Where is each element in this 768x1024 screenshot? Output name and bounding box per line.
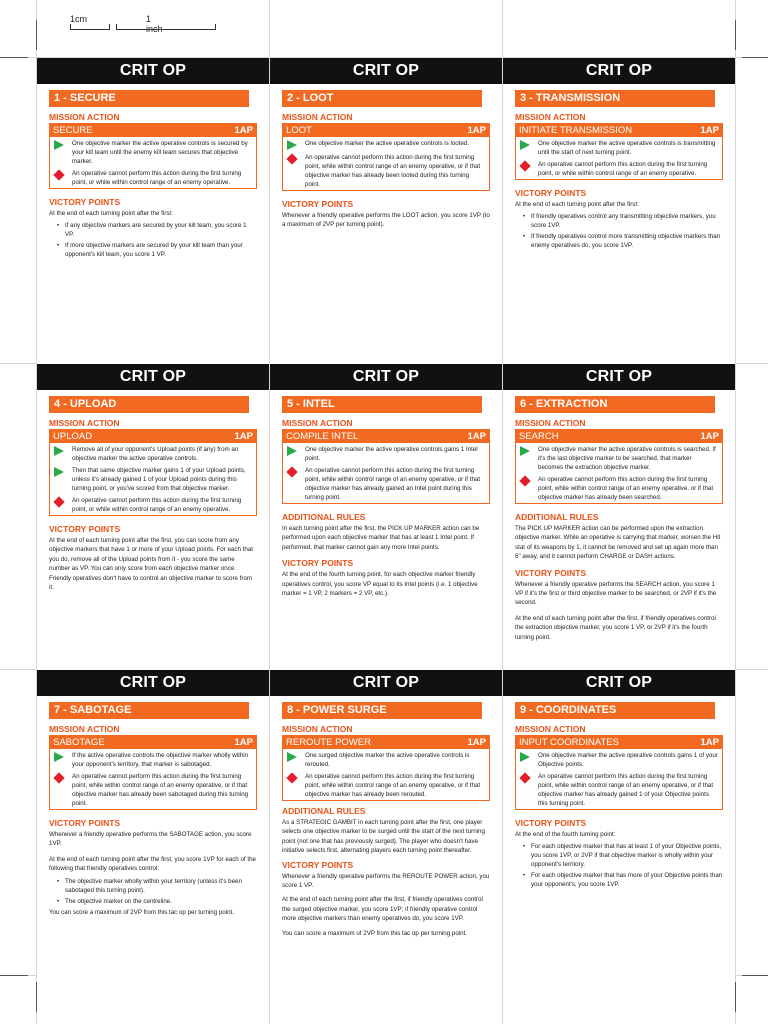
card-upload [37,364,269,670]
action-box [49,429,257,516]
action-box [515,429,723,504]
action-effect [283,443,489,464]
action-name: UPLOAD [53,431,93,442]
crop-mark [735,20,736,50]
restriction-text: An operative cannot perform this action during the first turning point, while within control range of an enemy operative, or if that objective marker has already been looted during this turning point. [305,154,481,188]
action-name: INITIATE TRANSMISSION [519,125,633,136]
card-title: 5 - INTEL [282,396,482,413]
action-title [50,430,256,443]
action-box [515,123,723,180]
crop-mark [742,975,768,976]
red-diamond-icon [520,161,532,171]
restriction-text: An operative cannot perform this action during the first turning point, or while within control range of an enemy operative. [538,161,708,177]
action-effect [50,749,256,770]
mission-action-label: MISSION ACTION [282,724,353,734]
vp-text: Whenever a friendly operative performs the LOOT action, you score 1VP (to a maximum of 2VP per turning point). [282,212,490,229]
cm-label: 1cm [70,14,88,24]
action-restriction [516,770,722,809]
vp-list [515,842,723,889]
effect-text: If the active operative controls the objective marker wholly within your opponent's territory, that marker is sabotaged. [72,752,249,768]
vp-text: At the end of each turning point after the first, if friendly operatives control the surged objective marker, you score 1VP; if friendly operative control more objective markers than enemy operatives do, you score 1VP. [282,896,483,923]
card-header: CRIT OP [37,670,269,696]
card-header: CRIT OP [270,58,502,84]
card-coordinates [503,670,735,976]
green-triangle-icon [54,446,66,456]
action-effect [516,137,722,158]
red-diamond-icon [287,154,299,164]
list-item: • The objective marker on the centreline. [57,897,257,906]
action-restriction [50,494,256,515]
action-effect [516,749,722,770]
list-item: • If friendly operatives control any transmitting objective markers, you score 1VP. [523,212,723,230]
red-diamond-icon [520,773,532,783]
card-title: 1 - SECURE [49,90,249,107]
list-item: • For each objective marker that has at least 1 of your Objective points, you score 1VP, or 2VP if that objective marker is wholly within your opponent's territory. [523,842,723,869]
victory-points-label: VICTORY POINTS [282,859,354,870]
action-box [49,123,257,189]
additional-rules-label: ADDITIONAL RULES [282,512,366,522]
card-header: CRIT OP [270,364,502,390]
cut-guide-line [735,0,736,1024]
mission-action-label: MISSION ACTION [49,724,120,734]
card-title: 8 - POWER SURGE [282,702,482,719]
list-item: • If any objective markers are secured by your kill team, you score 1 VP. [57,221,257,239]
action-name: SEARCH [519,431,559,442]
action-name: INPUT COORDINATES [519,737,619,748]
vp-text: At the end of each turning point after the first, you can score from any objective markers that have 1 or more of your Upload points. For each that you do, remove all of the Upload points from it - you score the same number as VP. You can only score from each objective marker once. Friendly operatives don't have to control an objective marker to score from it. [49,537,253,592]
vp-text: At the end of the fourth turning point, for each objective marker friendly operatives control, you score VP equal to its Intel points (i.e. 1 objective marker = 1 VP, 2 markers = 2 VP, etc.). [282,571,478,598]
action-restriction [283,151,489,190]
green-triangle-icon [520,446,532,456]
vp-text: Whenever a friendly operative performs the REROUTE POWER action, you score 1 VP. [282,872,490,890]
action-title [283,430,489,443]
green-triangle-icon [54,467,66,477]
action-name: REROUTE POWER [286,737,371,748]
restriction-text: An operative cannot perform this action during the first turning point, while within control range of an enemy operative, or if that objective marker has already been sabotaged during this turning point. [72,773,249,807]
list-item: • If friendly operatives control more transmitting objective markers than enemy operatives do, you score 1VP. [523,232,723,250]
crop-mark [36,982,37,1012]
effect-text: One surged objective marker the active operative controls is rerouted. [305,752,470,768]
mission-action-label: MISSION ACTION [515,724,586,734]
action-effect [50,137,256,167]
action-title [283,124,489,137]
card-loot [270,58,502,364]
mission-action-label: MISSION ACTION [515,112,586,122]
action-restriction [50,770,256,809]
cm-scale-bar [70,24,110,30]
action-box [49,735,257,810]
restriction-text: An operative cannot perform this action during the first turning point, while within control range of an enemy operative, or if that objective marker has already gained 1 of your Objective points this turning point. [538,773,714,807]
victory-points-label: VICTORY POINTS [515,188,587,198]
action-ap-cost: 1AP [700,431,719,442]
card-title: 6 - EXTRACTION [515,396,715,413]
list-item: • If more objective markers are secured by your kill team than your opponent's kill team, you score 1 VP. [57,241,257,259]
victory-points-label: VICTORY POINTS [515,818,587,828]
card-transmission [503,58,735,364]
card-intel [270,364,502,670]
red-diamond-icon [54,497,66,507]
action-ap-cost: 1AP [467,737,486,748]
rules-text: As a STRATEGIC GAMBIT in each turning point after the first, one player selects one objective marker to be surged until the start of the next turning point (not one that has previously surged). The player who doesn't have initiative selects first, alternating players each turning point thereafter. [282,819,485,855]
action-effect [50,443,256,464]
card-header: CRIT OP [37,58,269,84]
card-title: 4 - UPLOAD [49,396,249,413]
restriction-text: An operative cannot perform this action during the first turning point, while within control range of an enemy operative, or if that objective marker has already gained an Intel point during this turning point. [305,467,481,501]
action-title [516,124,722,137]
inch-label: 1 inch [146,14,163,34]
action-title [50,124,256,137]
restriction-text: An operative cannot perform this action during the first turning point, while within control range of an enemy operative, or if that objective marker has already been searched. [538,476,714,501]
restriction-text: An operative cannot perform this action during the first turning point, while within control range of an enemy operative, or if that objective marker has already been rerouted. [305,773,481,798]
action-ap-cost: 1AP [234,431,253,442]
victory-points-label: VICTORY POINTS [282,558,354,569]
action-title [283,736,489,749]
card-power-surge [270,670,502,976]
vp-list [49,877,257,906]
action-title [50,736,256,749]
action-box [282,123,490,191]
effect-text: One objective marker the active operative controls is secured by your kill team until the enemy kill team secures that objective marker. [72,140,248,165]
green-triangle-icon [54,752,66,762]
inch-scale-bar [116,24,216,30]
red-diamond-icon [520,476,532,486]
card-title: 2 - LOOT [282,90,482,107]
mission-action-label: MISSION ACTION [282,418,353,428]
action-restriction [283,464,489,503]
crop-mark [0,975,28,976]
card-header: CRIT OP [270,670,502,696]
action-box [282,735,490,801]
list-item: • The objective marker wholly within your territory (unless it's been sabotaged this turning point). [57,877,257,895]
action-name: SECURE [53,125,93,136]
action-effect [516,443,722,473]
card-title: 9 - COORDINATES [515,702,715,719]
effect-text: One objective marker the active operative controls is looted. [305,140,470,147]
mission-action-label: MISSION ACTION [49,418,120,428]
action-ap-cost: 1AP [234,125,253,136]
effect-text: One objective marker the active operative controls gains 1 Intel point. [305,446,478,462]
card-extraction [503,364,735,670]
action-ap-cost: 1AP [700,737,719,748]
action-title [516,736,722,749]
action-ap-cost: 1AP [467,431,486,442]
effect-text: Remove all of your opponent's Upload points (if any) from an objective marker the active operative controls. [72,446,239,462]
card-header: CRIT OP [37,364,269,390]
crop-mark [735,982,736,1012]
vp-intro: At the end of each turning point after the first: [515,201,639,208]
additional-rules-label: ADDITIONAL RULES [282,806,366,816]
green-triangle-icon [287,140,299,150]
list-item: • For each objective marker that has more of your Objective points than your opponent's, you score 1VP. [523,871,723,889]
action-effect [283,137,489,151]
vp-text: At the end of each turning point after the first, if friendly operatives control the extraction objective marker, you score 1 VP, or 2VP if it's the fourth turning point. [515,614,716,641]
victory-points-label: VICTORY POINTS [49,818,121,828]
vp-list [515,212,723,250]
red-diamond-icon [54,773,66,783]
action-effect [283,749,489,770]
effect-text: One objective marker the active operative controls is searched. If it's the last objective marker to be searched, that marker becomes the extraction objective marker. [538,446,716,471]
victory-points-label: VICTORY POINTS [49,197,121,207]
action-title [516,430,722,443]
vp-text: Whenever a friendly operative performs the SEARCH action, you score 1 VP if it's the first or third objective marker to be searched, or 2VP if it's the second. [515,580,717,607]
additional-rules-label: ADDITIONAL RULES [515,512,599,522]
action-ap-cost: 1AP [700,125,719,136]
red-diamond-icon [287,467,299,477]
effect-text: One objective marker the active operative controls gains 1 of your Objective points. [538,752,718,768]
red-diamond-icon [54,170,66,180]
action-restriction [283,770,489,800]
restriction-text: An operative cannot perform this action during the first turning point, or while within control range of an enemy operative. [72,497,242,513]
vp-text: You can score a maximum of 2VP from this tac op per turning point. [49,908,235,916]
card-header: CRIT OP [503,670,735,696]
mission-action-label: MISSION ACTION [49,112,120,122]
green-triangle-icon [54,140,66,150]
card-sabotage [37,670,269,976]
action-name: LOOT [286,125,312,136]
green-triangle-icon [287,752,299,762]
victory-points-label: VICTORY POINTS [282,199,354,209]
effect-text: One objective marker the active operative controls is transmitting until the start of next turning point. [538,140,716,156]
restriction-text: An operative cannot perform this action during the first turning point, or while within control range of an enemy operative. [72,170,242,186]
victory-points-label: VICTORY POINTS [515,567,587,578]
action-name: SABOTAGE [53,737,105,748]
effect-text: Then that same objective marker gains 1 of your Upload points, unless it's already gained 1 of your Upload points during this turning point, or you've scored from that objective marker. [72,467,246,492]
action-box [282,429,490,504]
crop-mark [742,57,768,58]
mission-action-label: MISSION ACTION [282,112,353,122]
card-header: CRIT OP [503,58,735,84]
card-secure [37,58,269,364]
vp-intro: At the end of the fourth turning point: [515,831,616,838]
action-box [515,735,723,810]
vp-text: At the end of each turning point after the first, you score 1VP for each of the following that friendly operatives control: [49,855,256,873]
card-title: 7 - SABOTAGE [49,702,249,719]
vp-text: Whenever a friendly operative performs the SABOTAGE action, you score 1VP. [49,831,252,848]
card-header: CRIT OP [503,364,735,390]
action-restriction [516,158,722,179]
crop-mark [36,20,37,50]
action-ap-cost: 1AP [467,125,486,136]
vp-text: You can score a maximum of 2VP from this tac op per turning point. [282,929,468,937]
green-triangle-icon [520,752,532,762]
action-restriction [50,167,256,188]
vp-list [49,221,257,259]
action-effect [50,464,256,494]
action-name: COMPILE INTEL [286,431,359,442]
rules-text: In each turning point after the first, the PICK UP MARKER action can be performed upon each objective marker that has at least 1 Intel point. If performed, that marker cannot gain any more Intel points. [282,525,480,551]
victory-points-label: VICTORY POINTS [49,524,121,534]
green-triangle-icon [287,446,299,456]
card-title: 3 - TRANSMISSION [515,90,715,107]
mission-action-label: MISSION ACTION [515,418,586,428]
action-restriction [516,473,722,503]
rules-text: The PICK UP MARKER action can be performed upon the extraction objective marker. While an operative is carrying that marker, worsen the Hit stat of its weapons by 1, it cannot be removed and set up again more than 6" away, and it cannot perform CHARGE or DASH actions. [515,525,721,561]
crop-mark [0,57,28,58]
red-diamond-icon [287,773,299,783]
vp-intro: At the end of each turning point after the first: [49,210,173,217]
action-ap-cost: 1AP [234,737,253,748]
green-triangle-icon [520,140,532,150]
